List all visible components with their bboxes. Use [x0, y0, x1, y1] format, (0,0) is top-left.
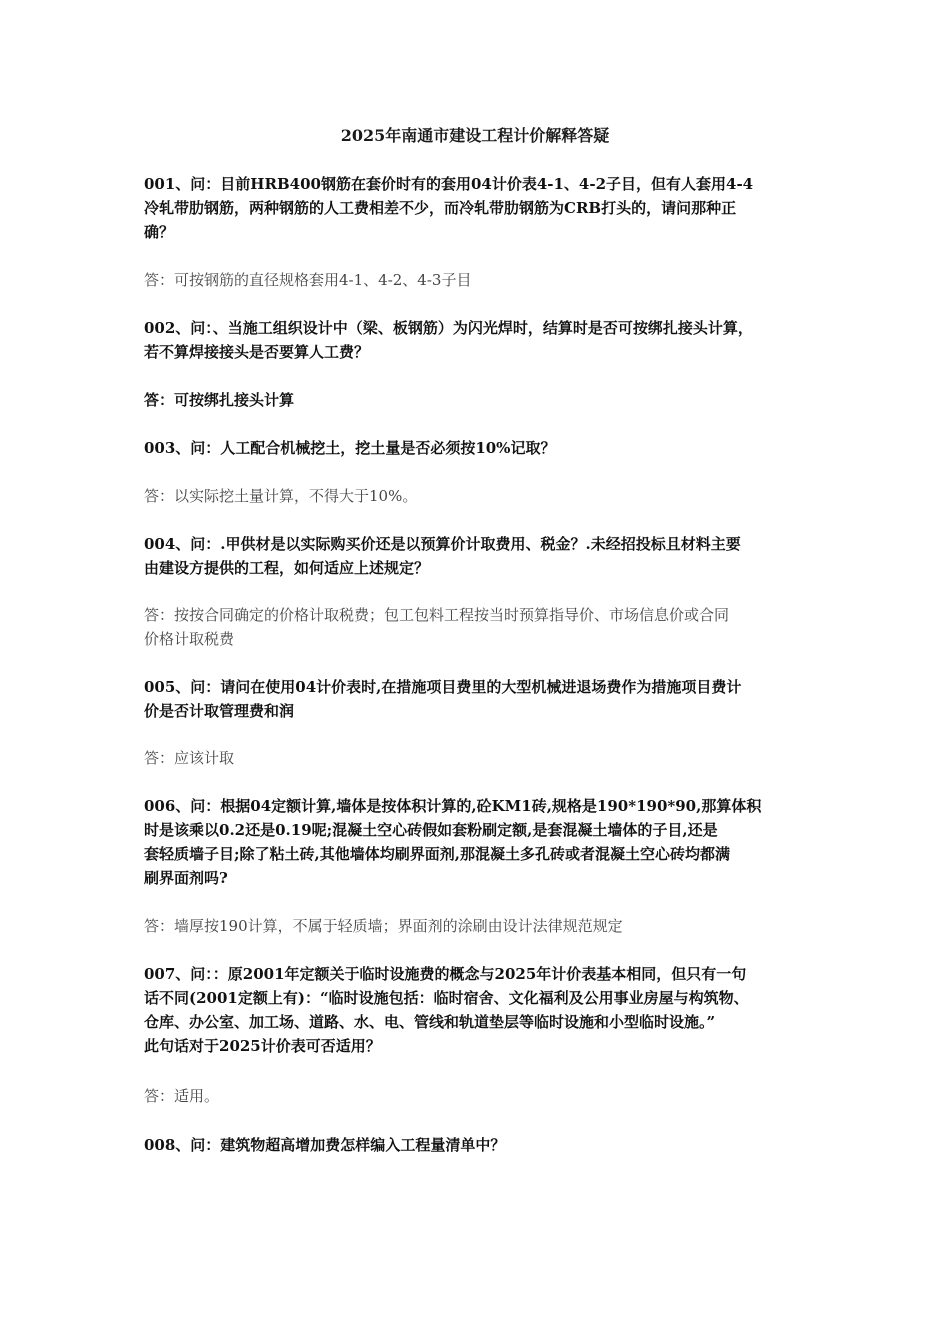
qa-item-005: [144, 675, 814, 723]
qa-item-001: [144, 172, 814, 244]
qa-item-007: [144, 962, 814, 1058]
question-line: 003、问：人工配合机械挖土，挖土量是否必须按10%记取？: [144, 439, 556, 457]
question-line: 006、问：根据04定额计算,墙体是按体积计算的,砼KM1砖,规格是190*190*90,那算体积: [144, 797, 762, 815]
question-line: 007、问：：原2001年定额关于临时设施费的概念与2025年计价表基本相同，但只有一句: [144, 965, 747, 983]
question-text: [144, 962, 814, 1058]
answer-text: [144, 603, 814, 651]
question-line: 冷轧带肋钢筋，两种钢筋的人工费相差不少，而冷轧带肋钢筋为CRB打头的，请问那种正: [144, 199, 737, 217]
question-line: 004、问：.甲供材是以实际购买价还是以预算价计取费用、税金？.未经招投标且材料主要: [144, 535, 741, 553]
question-line: 002、问：、当施工组织设计中（梁、板钢筋）为闪光焊时，结算时是否可按绑扎接头计算，: [144, 319, 753, 337]
question-line: 001、问：目前HRB400钢筋在套价时有的套用04计价表4-1、4-2子目，但有人套用4-4: [144, 175, 754, 193]
answer-line: 答：按按合同确定的价格计取税费；包工包料工程按当时预算指导价、市场信息价或合同: [144, 606, 730, 624]
answer-002: [144, 388, 814, 412]
document-title: 2025年南通市建设工程计价解释答疑: [340, 126, 610, 145]
answer-line: 答：以实际挖土量计算，不得大于10%。: [144, 487, 418, 505]
answer-text: [144, 746, 814, 770]
answer-text: [144, 388, 814, 412]
answer-text: [144, 268, 814, 292]
question-text: [144, 1133, 814, 1157]
answer-text: [144, 484, 814, 508]
question-line: 话不同(2001定额上有)：“临时设施包括：临时宿舍、文化福利及公用事业房屋与构筑物、: [144, 989, 749, 1007]
answer-text: [144, 1084, 814, 1108]
question-text: [144, 316, 814, 364]
question-line: 确？: [144, 223, 175, 241]
answer-line: 答：可按绑扎接头计算: [144, 391, 295, 409]
question-line: 仓库、办公室、加工场、道路、水、电、管线和轨道垫层等临时设施和小型临时设施。”: [144, 1013, 716, 1031]
answer-line: 价格计取税费: [144, 630, 235, 648]
question-line: 由建设方提供的工程，如何适应上述规定？: [144, 559, 430, 577]
question-text: [144, 532, 814, 580]
question-text: [144, 675, 814, 723]
qa-item-006: [144, 794, 814, 890]
answer-line: 答：墙厚按190计算，不属于轻质墙；界面剂的涂刷由设计法律规范规定: [144, 917, 623, 935]
question-line: 005、问：请问在使用04计价表时,在措施项目费里的大型机械进退场费作为措施项目费计: [144, 678, 742, 696]
question-line: 若不算焊接接头是否要算人工费？: [144, 343, 370, 361]
answer-007: [144, 1084, 814, 1108]
answer-001: [144, 268, 814, 292]
question-line: 刷界面剂吗?: [144, 869, 228, 887]
question-line: 时是该乘以0.2还是0.19呢;混凝土空心砖假如套粉刷定额,是套混凝土墙体的子目,还是: [144, 821, 718, 839]
question-text: [144, 436, 814, 460]
qa-item-008: [144, 1133, 814, 1157]
question-text: [144, 172, 814, 244]
question-line: 此句话对于2025计价表可否适用？: [144, 1037, 381, 1055]
answer-005: [144, 746, 814, 770]
question-line: 008、问：建筑物超高增加费怎样编入工程量清单中？: [144, 1136, 506, 1154]
question-text: [144, 794, 814, 890]
qa-item-003: [144, 436, 814, 460]
answer-line: 答：应该计取: [144, 749, 235, 767]
question-line: 套轻质墙子目;除了粘土砖,其他墙体均刷界面剂,那混凝土多孔砖或者混凝土空心砖均都满: [144, 845, 730, 863]
answer-004: [144, 603, 814, 651]
answer-line: 答：适用。: [144, 1087, 220, 1105]
question-line: 价是否计取管理费和润: [144, 702, 295, 720]
answer-line: 答：可按钢筋的直径规格套用4-1、4-2、4-3子目: [144, 271, 472, 289]
qa-item-004: [144, 532, 814, 580]
answer-text: [144, 914, 814, 938]
answer-003: [144, 484, 814, 508]
qa-item-002: [144, 316, 814, 364]
answer-006: [144, 914, 814, 938]
